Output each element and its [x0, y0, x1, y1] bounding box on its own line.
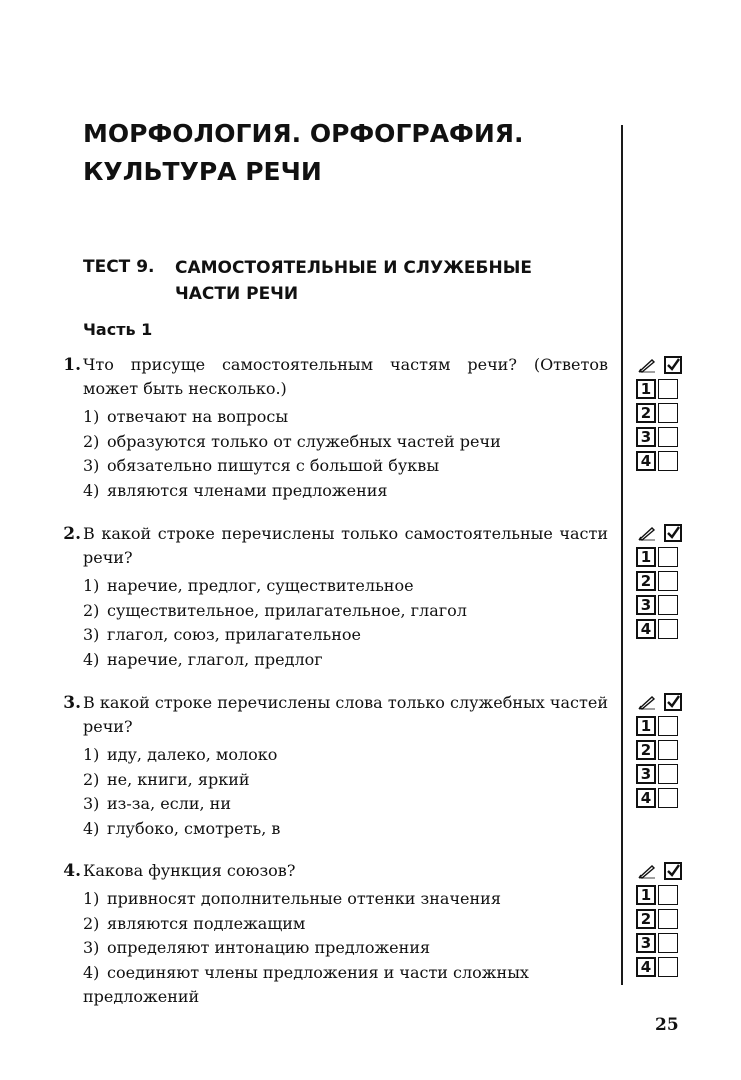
question-number: 1.	[63, 355, 81, 375]
question-2	[45, 522, 615, 672]
options-list	[83, 574, 615, 672]
chapter-title-line-2: КУЛЬТУРА РЕЧИ	[83, 157, 322, 186]
question-text: В какой строке перечислены слова только служебных частей речи?	[83, 693, 608, 736]
option-3	[83, 454, 615, 479]
chapter-title	[83, 115, 603, 191]
option-number: 4)	[83, 962, 100, 982]
option-2	[83, 430, 615, 455]
answer-number: 4	[636, 957, 656, 977]
option-1	[83, 887, 615, 912]
option-text: наречие, глагол, предлог	[107, 649, 323, 669]
answer-number: 1	[636, 885, 656, 905]
option-4	[83, 961, 613, 1010]
answer-cell[interactable]	[658, 403, 678, 423]
option-2	[83, 599, 615, 624]
option-text: наречие, предлог, существительное	[107, 576, 414, 595]
option-number: 3)	[83, 625, 100, 645]
option-text: иду, далеко, молоко	[107, 745, 278, 764]
answer-cell[interactable]	[658, 740, 678, 760]
answer-box-head	[632, 693, 692, 713]
answer-number: 3	[636, 933, 656, 953]
option-4	[83, 479, 615, 504]
option-1	[83, 574, 615, 599]
option-number: 2)	[83, 600, 100, 620]
option-text: не, книги, яркий	[107, 769, 250, 789]
answer-box-head	[632, 862, 692, 882]
answer-cell[interactable]	[658, 451, 678, 471]
question-number: 2.	[63, 524, 81, 544]
option-2	[83, 768, 615, 793]
answer-cell[interactable]	[658, 788, 678, 808]
question-text: В какой строке перечислены только самостоятельные части речи?	[83, 524, 608, 567]
answer-box-head	[632, 356, 692, 376]
answer-number: 3	[636, 764, 656, 784]
answer-cell[interactable]	[658, 379, 678, 399]
pen-icon	[638, 525, 656, 541]
answer-number: 2	[636, 740, 656, 760]
page-number: 25	[655, 1015, 679, 1035]
answer-cell[interactable]	[658, 427, 678, 447]
option-text: глагол, союз, прилагательное	[107, 625, 362, 645]
question-number: 3.	[63, 693, 81, 713]
pen-icon	[638, 694, 656, 710]
answer-box-4	[632, 862, 692, 978]
answer-number: 2	[636, 909, 656, 929]
answer-number: 2	[636, 571, 656, 591]
pen-icon	[638, 863, 656, 879]
test-title-line-1: САМОСТОЯТЕЛЬНЫЕ И СЛУЖЕБНЫЕ	[175, 258, 532, 278]
answer-number: 4	[636, 619, 656, 639]
margin-rule	[621, 125, 623, 985]
answer-number: 1	[636, 716, 656, 736]
question-4	[45, 859, 615, 1010]
checkbox-checked-icon	[664, 693, 682, 711]
checkbox-checked-icon	[664, 356, 682, 374]
test-title	[175, 255, 595, 307]
option-text: отвечают на вопросы	[107, 407, 289, 426]
part-label: Часть 1	[83, 320, 153, 339]
option-3	[83, 936, 615, 961]
option-4	[83, 648, 615, 673]
option-text: являются членами предложения	[107, 480, 388, 500]
option-number: 4)	[83, 818, 100, 838]
chapter-title-line-1: МОРФОЛОГИЯ. ОРФОГРАФИЯ.	[83, 119, 524, 148]
test-number: ТЕСТ 9.	[83, 257, 155, 277]
checkbox-checked-icon	[664, 862, 682, 880]
question-number: 4.	[63, 861, 81, 881]
option-text: образуются только от служебных частей речи	[107, 431, 501, 451]
option-2	[83, 912, 615, 937]
option-number: 1)	[83, 745, 100, 764]
option-number: 2)	[83, 913, 100, 933]
option-text: глубоко, смотреть, в	[107, 818, 281, 838]
question-3	[45, 691, 615, 841]
answer-number: 3	[636, 427, 656, 447]
answer-number: 3	[636, 595, 656, 615]
answer-number: 4	[636, 788, 656, 808]
answer-box-3	[632, 693, 692, 809]
option-text: привносят дополнительные оттенки значения	[107, 889, 501, 908]
answer-cell[interactable]	[658, 885, 678, 905]
option-number: 1)	[83, 889, 100, 908]
option-number: 2)	[83, 431, 100, 451]
option-1	[83, 405, 615, 430]
option-4	[83, 817, 615, 842]
option-number: 3)	[83, 794, 100, 814]
answer-number: 4	[636, 451, 656, 471]
options-list	[83, 887, 615, 1010]
option-text: из-за, если, ни	[107, 794, 231, 814]
options-list	[83, 743, 615, 841]
option-number: 1)	[83, 576, 100, 595]
question-1	[45, 353, 615, 503]
answer-number: 1	[636, 379, 656, 399]
test-title-line-2: ЧАСТИ РЕЧИ	[175, 284, 299, 304]
option-number: 3)	[83, 456, 100, 476]
option-text: существительное, прилагательное, глагол	[107, 600, 467, 620]
option-text: соединяют члены предложения и части сложных предложений	[83, 962, 529, 1007]
checkbox-checked-icon	[664, 524, 682, 542]
option-text: обязательно пишутся с большой буквы	[107, 456, 440, 476]
question-text: Какова функция союзов?	[83, 861, 296, 880]
option-text: являются подлежащим	[107, 913, 306, 933]
option-number: 3)	[83, 938, 100, 958]
answer-cell[interactable]	[658, 619, 678, 639]
option-1	[83, 743, 615, 768]
answer-number: 2	[636, 403, 656, 423]
answer-box-head	[632, 524, 692, 544]
options-list	[83, 405, 615, 503]
option-number: 4)	[83, 480, 100, 500]
answer-box-1	[632, 356, 692, 472]
answer-cell[interactable]	[658, 933, 678, 953]
answer-cell[interactable]	[658, 764, 678, 784]
answer-cell[interactable]	[658, 716, 678, 736]
answer-cell[interactable]	[658, 547, 678, 567]
option-3	[83, 792, 615, 817]
pen-icon	[638, 357, 656, 373]
answer-cell[interactable]	[658, 909, 678, 929]
question-text: Что присуще самостоятельным частям речи? (Ответов может быть несколько.)	[83, 355, 608, 398]
answer-cell[interactable]	[658, 571, 678, 591]
option-number: 2)	[83, 769, 100, 789]
answer-cell[interactable]	[658, 595, 678, 615]
answer-cell[interactable]	[658, 957, 678, 977]
answer-number: 1	[636, 547, 656, 567]
option-number: 4)	[83, 649, 100, 669]
option-number: 1)	[83, 407, 100, 426]
answer-box-2	[632, 524, 692, 640]
option-3	[83, 623, 615, 648]
option-text: определяют интонацию предложения	[107, 938, 431, 958]
